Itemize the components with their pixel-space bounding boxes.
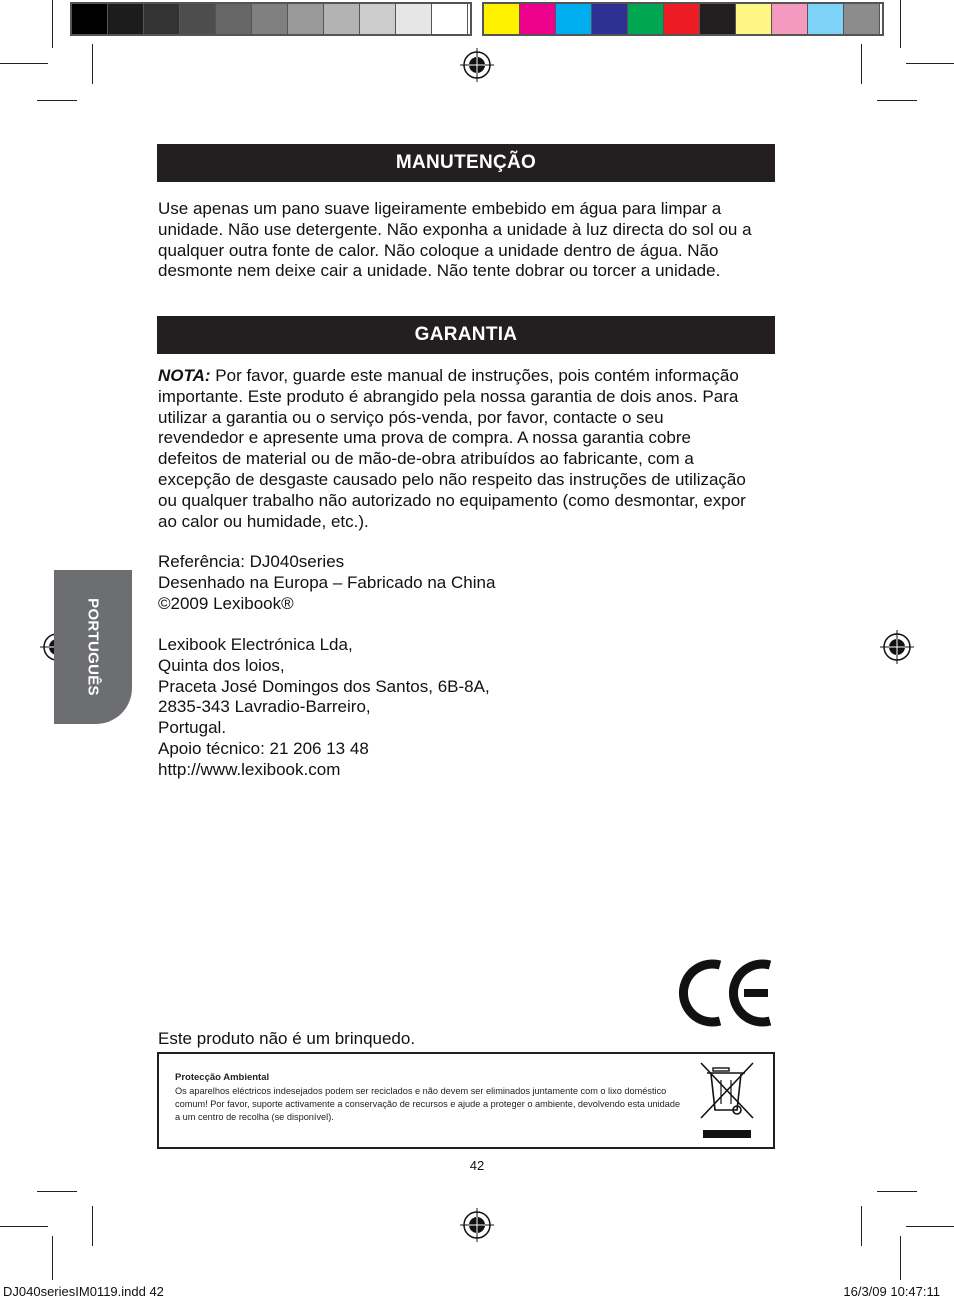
color-swatch — [72, 4, 108, 34]
address-line: Quinta dos loios, — [158, 655, 285, 675]
crop-mark — [0, 63, 48, 64]
address-line: Praceta José Domingos dos Santos, 6B-8A, — [158, 676, 490, 696]
crop-mark — [900, 0, 901, 48]
warranty-text — [158, 366, 748, 532]
crop-mark — [37, 100, 77, 101]
color-swatch — [108, 4, 144, 34]
crop-mark — [906, 1226, 954, 1227]
color-swatch — [216, 4, 252, 34]
color-swatch — [396, 4, 432, 34]
copyright: ©2009 Lexibook® — [158, 593, 294, 613]
maintenance-text: Use apenas um pano suave ligeiramente embebido em água para limpar a unidade. Não use detergente. Não exponha a unidade à luz directa do sol ou a qualquer outra fonte de calor. Não coloque a unidade dentro de água. Não desmonte nem deixe cair a unidade. Não tente dobrar ou torcer a unidade. — [158, 199, 752, 281]
not-a-toy-notice: Este produto não é um brinquedo. — [158, 1029, 416, 1048]
reference: Referência: DJ040series — [158, 552, 345, 571]
color-swatch — [664, 4, 700, 34]
note-label: NOTA: — [158, 366, 211, 385]
website-link[interactable]: http://www.lexibook.com — [158, 759, 341, 779]
crop-mark — [877, 100, 917, 101]
registration-mark-icon — [880, 630, 914, 664]
crop-mark — [861, 1206, 862, 1246]
language-tab — [54, 570, 132, 724]
environment-title: Protecção Ambiental — [175, 1072, 270, 1083]
color-swatch — [772, 4, 808, 34]
color-swatch — [252, 4, 288, 34]
maintenance-header: MANUTENÇÃO — [157, 144, 775, 182]
environment-text: Os aparelhos eléctricos indesejados podem ser reciclados e não devem ser eliminados juntamente com o lixo doméstico comum! Por favor, suporte activamente a conservação de recursos e ajude a proteger o ambiente, devolvendo esta unidade a um centro de recolha (se disponível). — [175, 1086, 681, 1122]
color-swatch — [628, 4, 664, 34]
color-swatch — [180, 4, 216, 34]
address-block — [158, 635, 768, 781]
footer-date: 16/3/09 10:47:11 — [843, 1284, 940, 1299]
crop-mark — [861, 44, 862, 84]
crop-mark — [52, 0, 53, 48]
crop-mark — [37, 1191, 77, 1192]
color-swatch — [144, 4, 180, 34]
address-line: 2835-343 Lavradio-Barreiro, — [158, 697, 371, 717]
color-swatch — [808, 4, 844, 34]
color-swatch — [324, 4, 360, 34]
product-info — [158, 552, 768, 614]
crop-mark — [52, 1236, 53, 1280]
color-swatch — [432, 4, 468, 34]
footer-filename: DJ040seriesIM0119.indd 42 — [3, 1284, 164, 1299]
weee-bin-icon — [697, 1060, 761, 1144]
crop-mark — [92, 44, 93, 84]
crop-mark — [877, 1191, 917, 1192]
crop-mark — [92, 1206, 93, 1246]
registration-mark-icon — [460, 48, 494, 82]
color-swatch — [700, 4, 736, 34]
crop-mark — [900, 1236, 901, 1280]
color-swatch — [736, 4, 772, 34]
color-swatch — [288, 4, 324, 34]
environment-box — [157, 1052, 775, 1149]
color-swatch — [360, 4, 396, 34]
note-body: Por favor, guarde este manual de instruções, pois contém informação importante. Este produto é abrangido pela nossa garantia de dois anos. Para utilizar a garantia ou o serviço pós-venda, por favor, contacte o seu revendedor e apresente uma prova de compra. A nossa garantia cobre defeitos de material ou de mão-de-obra atribuídos ao fabricante, com a excepção de desgaste causado pelo não respeito das instruções de utilização ou qualquer trabalho não autorizado no equipamento (como desmontar, expor ao calor ou humidade, etc.). — [158, 366, 746, 531]
address-line: Lexibook Electrónica Lda, — [158, 635, 353, 654]
registration-mark-icon — [460, 1208, 494, 1242]
color-bar-grayscale — [70, 2, 472, 36]
color-swatch — [592, 4, 628, 34]
warranty-header: GARANTIA — [157, 316, 775, 354]
color-swatch — [844, 4, 880, 34]
color-swatch — [484, 4, 520, 34]
support-phone: Apoio técnico: 21 206 13 48 — [158, 738, 369, 758]
ce-mark-icon — [676, 957, 776, 1029]
address-line: Portugal. — [158, 718, 227, 738]
designed-made: Desenhado na Europa – Fabricado na China — [158, 572, 496, 592]
crop-mark — [906, 63, 954, 64]
crop-mark — [0, 1226, 48, 1227]
page-number: 42 — [469, 1158, 485, 1173]
color-swatch — [556, 4, 592, 34]
color-bar-process — [482, 2, 884, 36]
language-tab-label: PORTUGUÊS — [84, 598, 102, 696]
color-swatch — [520, 4, 556, 34]
